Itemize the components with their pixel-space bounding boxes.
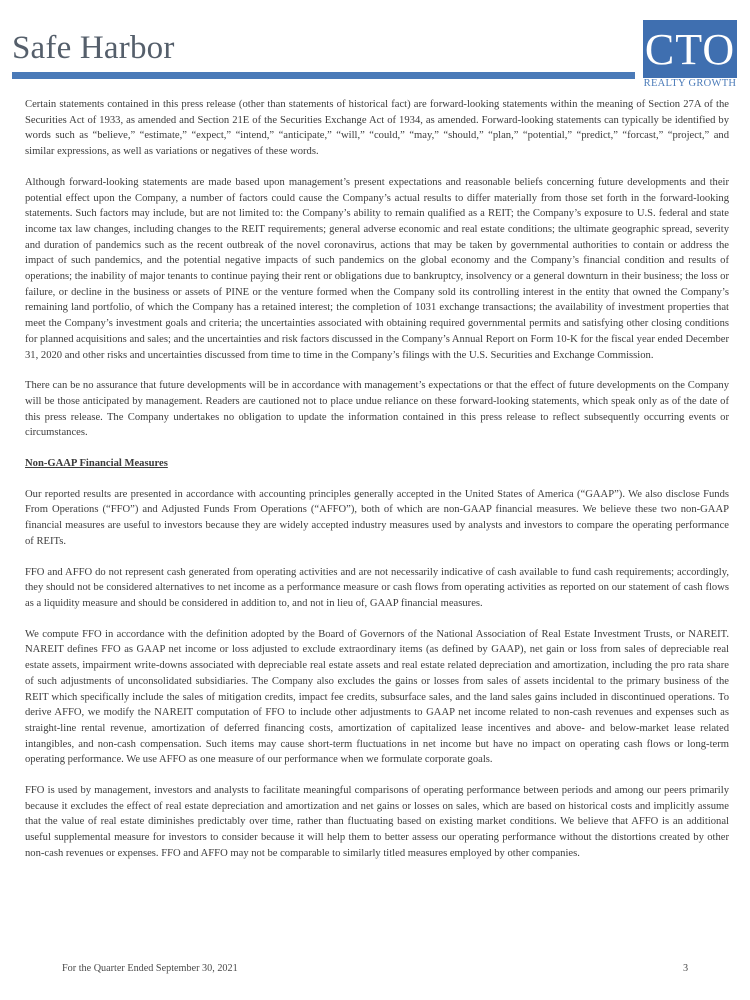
title-rule <box>12 72 635 79</box>
paragraph: Certain statements contained in this press release (other than statements of historical fact) are forward-looking statements within the meaning of Section 27A of the Securities Act of 1933, as amended and Section 21E of the Securities Exchange Act of 1934, as amended. Forward-looking statements can typically be identified by words such as “believe,” “estimate,” “expect,” “intend,” “anticipate,” “will,” “could,” “may,” “should,” “plan,” “potential,” “predict,” “forcast,” “project,” and similar expressions, as well as variations or negatives of these words. <box>25 99 729 158</box>
paragraph: Our reported results are presented in accordance with accounting principles generally accepted in the United States of America (“GAAP”). We also disclose Funds From Operations (“FFO”) and Adjusted Funds From Operations (“AFFO”), both of which are non-GAAP financial measures. We believe these two non-GAAP financial measures are useful to investors because they are widely accepted industry measures used by analysts and investors to compare the operating performance of REITs. <box>25 488 729 547</box>
paragraph: There can be no assurance that future developments will be in accordance with management’s expectations or that the effect of future developments on the Company will be those anticipated by management. Readers are cautioned not to place undue reliance on these forward-looking statements, which speak only as of the date of this press release. The Company undertakes no obligation to update the information contained in this press release to reflect subsequently occurring events or circumstances. <box>25 380 729 439</box>
page-title: Safe Harbor <box>12 30 175 66</box>
logo-mark: CTO <box>643 20 737 78</box>
document-body <box>25 97 729 877</box>
logo-subtext: REALTY GROWTH <box>643 78 737 89</box>
paragraph: We compute FFO in accordance with the definition adopted by the Board of Governors of the National Association of Real Estate Investment Trusts, or NAREIT. NAREIT defines FFO as GAAP net income or loss adjusted to exclude extraordinary items (as defined by GAAP), net gain or loss from sales of depreciable real estate assets, impairment write-downs associated with depreciable real estate assets and real estate related depreciation and amortization, including the pro rata share of such adjustments of unconsolidated subsidiaries. The Company also excludes the gains or losses from sales of assets incidental to the primary business of the REIT which specifically include the sales of mitigation credits, impact fee credits, subsurface sales, and the land sales gains included in discontinued operations. To derive AFFO, we modify the NAREIT computation of FFO to include other adjustments to GAAP net income related to non-cash revenues and expenses such as straight-line rental revenue, amortization of deferred financing costs, amortization of capitalized lease incentives and above- and below-market lease related intangibles, and non-cash compensation. Such items may cause short-term fluctuations in net income but have no impact on operating cash flows or long-term operating performance. We use AFFO as one measure of our performance when we formulate corporate goals. <box>25 628 729 766</box>
company-logo <box>640 20 738 92</box>
footer-period: For the Quarter Ended September 30, 2021 <box>62 963 238 974</box>
page-number: 3 <box>683 963 689 974</box>
section-heading: Non-GAAP Financial Measures <box>25 458 168 470</box>
paragraph: FFO and AFFO do not represent cash generated from operating activities and are not necessarily indicative of cash available to fund cash requirements; accordingly, they should not be considered alternatives to net income as a performance measure or cash flows from operating activities as reported on our statement of cash flows as a liquidity measure and should be considered in addition to, and not in lieu of, GAAP financial measures. <box>25 566 729 609</box>
paragraph: Although forward-looking statements are made based upon management’s present expectations and reasonable beliefs concerning future developments and their potential effect upon the Company, a number of factors could cause the Company’s actual results to differ materially from those set forth in the forward-looking statements. Such factors may include, but are not limited to: the Company’s ability to remain qualified as a REIT; the Company’s exposure to U.S. federal and state income tax law changes, including changes to the REIT requirements; general adverse economic and real estate conditions; the ultimate geographic spread, severity and duration of pandemics such as the recent outbreak of the novel coronavirus, actions that may be taken by governmental authorities to contain or address the impact of such pandemics, and the potential negative impacts of such pandemics on the global economy and the Company’s financial condition and results of operations; the inability of major tenants to continue paying their rent or obligations due to bankruptcy, insolvency or a general downturn in their business; the loss or failure, or decline in the business or assets of PINE or the venture formed when the Company sold its controlling interest in the entity that owned the Company’s remaining land portfolio, of which the Company has a retained interest; the completion of 1031 exchange transactions; the availability of investment properties that meet the Company’s investment goals and criteria; the uncertainties associated with obtaining required governmental permits and satisfying other closing conditions for planned acquisitions and sales; and the uncertainties and risk factors discussed in the Company’s Annual Report on Form 10-K for the fiscal year ended December 31, 2020 and other risks and uncertainties discussed from time to time in the Company’s filings with the U.S. Securities and Exchange Commission. <box>25 176 729 361</box>
paragraph: FFO is used by management, investors and analysts to facilitate meaningful comparisons of operating performance between periods and among our peers primarily because it excludes the effect of real estate depreciation and amortization and net gains or losses on sales, which are based on historical costs and implicitly assume that the value of real estate diminishes predictably over time, rather than fluctuating based on existing market conditions. We believe that AFFO is an additional useful supplemental measure for investors to consider because it will help them to better assess our operating performance without the distortions created by other non-cash revenues or expenses. FFO and AFFO may not be comparable to similarly titled measures employed by other companies. <box>25 785 729 859</box>
